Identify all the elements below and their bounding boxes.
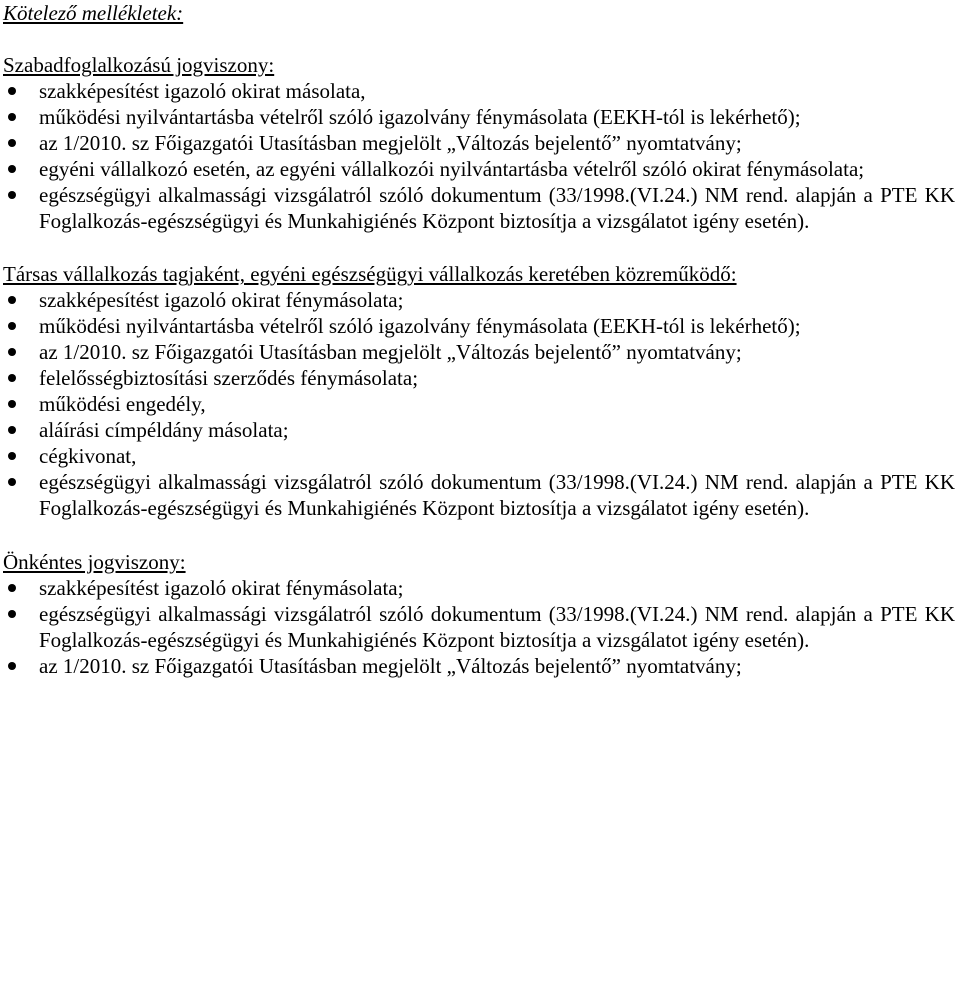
bullet-icon [8,139,16,147]
list-item-text: egészségügyi alkalmassági vizsgálatról szóló dokumentum (33/1998.(VI.24.) NM rend. alapján a PTE KK Foglalkozás-egészségügyi és Munkahigiénés Központ biztosítja a vizsgálatot igény esetén). [39,470,955,520]
list-item [3,417,955,443]
list-item [3,391,955,417]
list-item [3,443,955,469]
attachments-heading: Kötelező mellékletek: [3,1,184,25]
list-item-text: cégkivonat, [39,444,137,468]
bullet-list-freelance [3,78,955,234]
list-item-text: működési engedély, [39,392,206,416]
section-title-freelance: Szabadfoglalkozású jogviszony: [3,53,275,77]
list-item-text: működési nyilvántartásba vételről szóló igazolvány fénymásolata (EEKH-tól is lekérhető); [39,314,801,338]
bullet-icon [8,584,16,592]
section-volunteer [3,549,955,679]
section-title-volunteer: Önkéntes jogviszony: [3,550,186,574]
bullet-icon [8,191,16,199]
bullet-icon [8,452,16,460]
bullet-icon [8,87,16,95]
bullet-icon [8,348,16,356]
list-item-text: az 1/2010. sz Főigazgatói Utasításban megjelölt „Változás bejelentő” nyomtatvány; [39,654,742,678]
bullet-icon [8,610,16,618]
section-title-partnership: Társas vállalkozás tagjaként, egyéni egészségügyi vállalkozás keretében közreműködő: [3,262,737,286]
list-item-text: egyéni vállalkozó esetén, az egyéni vállalkozói nyilvántartásba vételről szóló okirat fénymásolata; [39,157,865,181]
bullet-icon [8,296,16,304]
bullet-list-volunteer [3,575,955,679]
list-item [3,130,955,156]
list-item-text: aláírási címpéldány másolata; [39,418,289,442]
list-item [3,575,955,601]
bullet-icon [8,322,16,330]
bullet-icon [8,478,16,486]
list-item [3,365,955,391]
bullet-icon [8,165,16,173]
list-item-text: szakképesítést igazoló okirat másolata, [39,79,366,103]
section-partnership [3,261,955,521]
list-item [3,287,955,313]
list-item [3,339,955,365]
list-item-text: szakképesítést igazoló okirat fénymásolata; [39,576,404,600]
list-item [3,601,955,653]
bullet-icon [8,400,16,408]
list-item-text: működési nyilvántartásba vételről szóló igazolvány fénymásolata (EEKH-tól is lekérhető); [39,105,801,129]
list-item [3,104,955,130]
section-freelance [3,52,955,234]
bullet-icon [8,374,16,382]
bullet-icon [8,426,16,434]
list-item-text: egészségügyi alkalmassági vizsgálatról szóló dokumentum (33/1998.(VI.24.) NM rend. alapján a PTE KK Foglalkozás-egészségügyi és Munkahigiénés Központ biztosítja a vizsgálatot igény esetén). [39,183,955,233]
bullet-icon [8,113,16,121]
list-item [3,156,955,182]
list-item [3,182,955,234]
list-item-text: felelősségbiztosítási szerződés fénymásolata; [39,366,419,390]
bullet-list-partnership [3,287,955,521]
list-item [3,313,955,339]
list-item-text: egészségügyi alkalmassági vizsgálatról szóló dokumentum (33/1998.(VI.24.) NM rend. alapján a PTE KK Foglalkozás-egészségügyi és Munkahigiénés Központ biztosítja a vizsgálatot igény esetén). [39,602,955,652]
bullet-icon [8,662,16,670]
list-item [3,469,955,521]
list-item-text: szakképesítést igazoló okirat fénymásolata; [39,288,404,312]
list-item-text: az 1/2010. sz Főigazgatói Utasításban megjelölt „Változás bejelentő” nyomtatvány; [39,340,742,364]
list-item [3,78,955,104]
list-item-text: az 1/2010. sz Főigazgatói Utasításban megjelölt „Változás bejelentő” nyomtatvány; [39,131,742,155]
list-item [3,653,955,679]
